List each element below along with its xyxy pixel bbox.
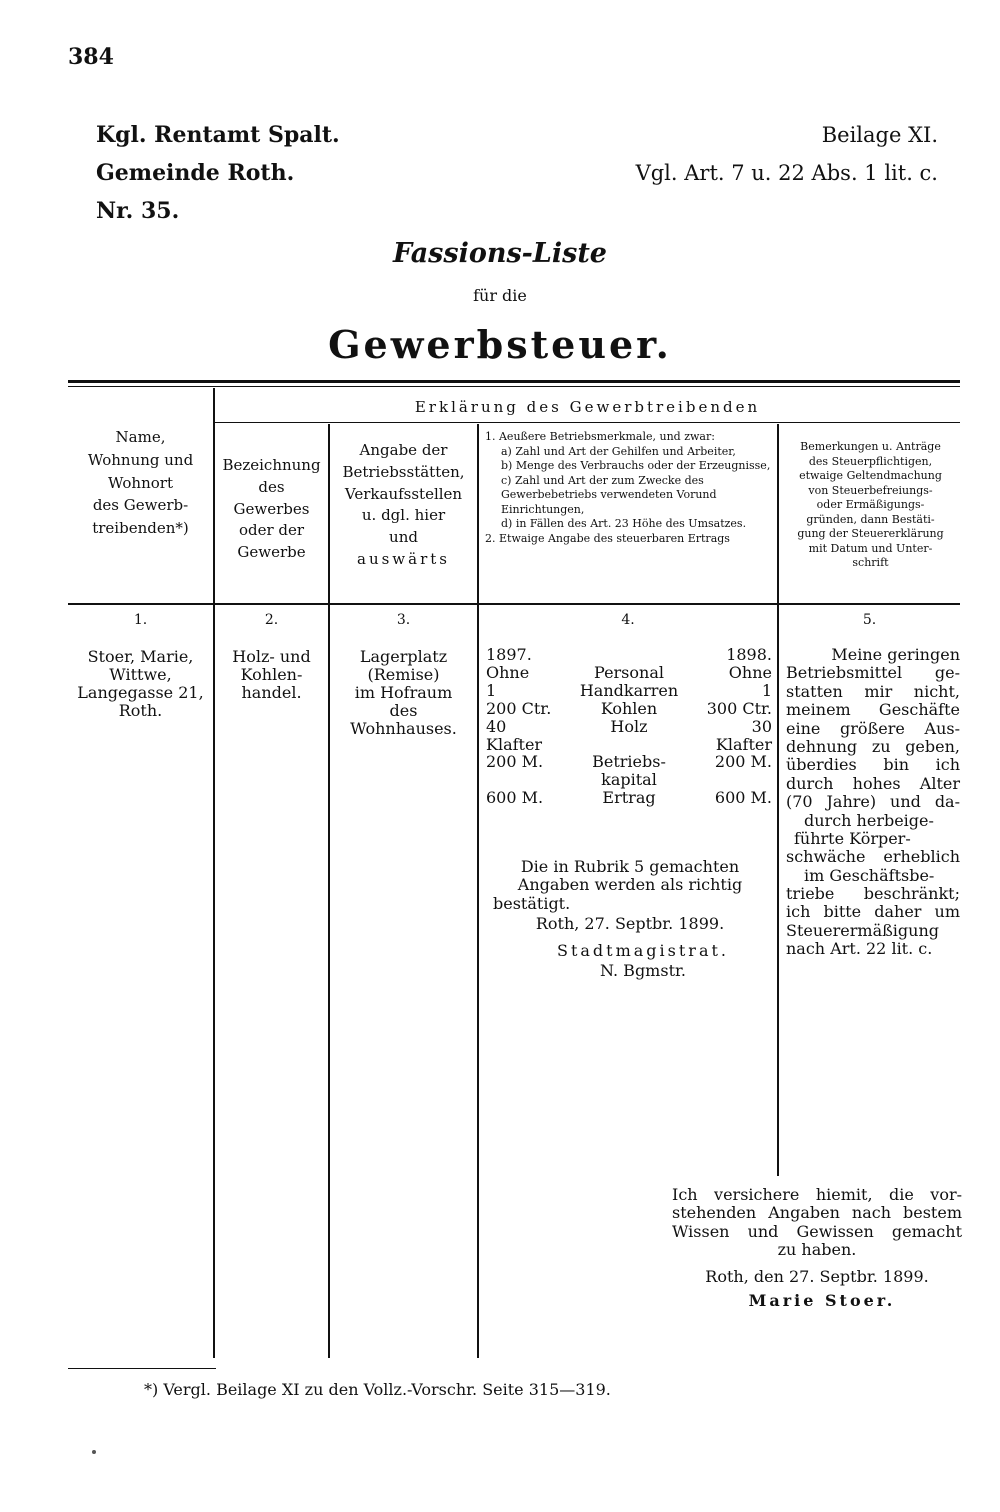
features-cell: [566, 646, 692, 664]
taxpayer-line: Langegasse 21,: [77, 682, 204, 702]
features-cell: 1: [761, 680, 772, 700]
confirmation-line: Angaben werden als richtig: [517, 875, 743, 895]
remarks-line: dehnung zu geben,: [786, 736, 960, 756]
footnote: *) Vergl. Beilage XI zu den Vollz.-Vorschr. Seite 315—319.: [144, 1380, 611, 1399]
features-row: [486, 664, 772, 682]
header-col5-line: gründen, dann Bestäti-: [806, 512, 935, 526]
location-line: Lagerplatz: [359, 647, 448, 666]
declaration-line: stehenden Angaben nach bestem: [672, 1203, 962, 1223]
remarks-line: Betriebsmittel ge-: [786, 663, 960, 683]
business-location: [330, 648, 477, 738]
declaration-line: zu haben.: [777, 1240, 857, 1260]
trade-description: [215, 648, 328, 702]
taxpayer-declaration: [672, 1186, 962, 1310]
appendix-label: Beilage XI.: [821, 123, 938, 147]
header-bottom-rule: [68, 603, 960, 605]
remarks-line: im Geschäftsbe-: [804, 865, 935, 885]
remarks-line: schwäche erheblich: [786, 847, 960, 867]
header-col5-line: Bemerkungen u. Anträge: [800, 440, 941, 453]
features-cell: 40 Klafter: [486, 716, 543, 754]
header-col3-line: auswärts: [357, 549, 450, 568]
office-line: Kgl. Rentamt Spalt.: [96, 122, 340, 148]
features-row: [486, 789, 772, 807]
header-col4-line: a) Zahl und Art der Gehilfen und Arbeiter,: [501, 444, 736, 458]
remarks-line: überdies bin ich: [786, 755, 960, 775]
remarks-line: (70 Jahre) und da-: [786, 792, 960, 812]
features-cell: 300 Ctr.: [706, 698, 772, 718]
header-left: [96, 116, 340, 230]
header-col3-line: Betriebsstätten,: [342, 462, 465, 481]
header-col2: [215, 455, 328, 564]
features-cell: Kohlen: [600, 698, 658, 718]
features-cell: 1897.: [486, 645, 532, 664]
features-cell: Ohne: [728, 662, 772, 682]
features-row: [486, 718, 772, 754]
location-line: des: [389, 700, 418, 720]
mayor-signature: N. Bgmstr.: [600, 960, 686, 980]
declaration-place-date: Roth, den 27. Septbr. 1899.: [705, 1266, 929, 1286]
header-col5-line: des Steuerpflichtigen,: [808, 454, 933, 468]
features-cell: 600 M.: [486, 788, 544, 808]
column-number: 3.: [396, 612, 411, 628]
header-col5-line: etwaige Geltendmachung: [799, 469, 942, 483]
document-title: Fassions-Liste: [393, 238, 607, 269]
features-cell: Personal: [594, 662, 664, 682]
trade-line: Kohlen-: [240, 664, 303, 684]
group-header: Erklärung des Gewerbtreibenden: [414, 398, 761, 416]
features-cell: Holz: [610, 716, 648, 736]
features-cell: 1: [486, 680, 497, 700]
confirmation-line: bestätigt.: [493, 893, 571, 913]
features-row: [486, 700, 772, 718]
header-col3: [330, 440, 477, 571]
features-row: [486, 753, 772, 771]
features-cell: Betriebs-: [592, 752, 666, 772]
header-col4-line: d) in Fällen des Art. 23 Höhe des Umsatzes.: [501, 517, 747, 531]
features-cell: 1898.: [726, 645, 772, 664]
header-col1-line: des Gewerb-: [92, 496, 189, 515]
features-cell: [486, 771, 566, 789]
header-col2-line: Gewerbes: [233, 499, 310, 518]
header-col1-line: Wohnung und: [87, 450, 194, 469]
declaration-line: Wissen und Gewissen gemacht: [672, 1221, 962, 1241]
header-col1: [68, 426, 213, 540]
features-cell: Ertrag: [602, 788, 656, 808]
footnote-rule: [68, 1368, 216, 1369]
taxpayer-line: Stoer, Marie,: [87, 647, 194, 666]
table-top-rule-thin: [68, 386, 960, 387]
taxpayer-line: Roth.: [118, 700, 163, 720]
declaration-line: Ich versichere hiemit, die vor-: [672, 1185, 962, 1204]
features-cell: 200 Ctr.: [486, 698, 552, 718]
header-col3-line: Verkaufsstellen: [344, 484, 463, 503]
header-col3-line: Angabe der: [359, 441, 448, 459]
features-cell: 200 M.: [486, 752, 544, 772]
remarks-line: triebe beschränkt;: [786, 884, 960, 904]
header-col5-line: gung der Steuererklärung: [797, 527, 944, 541]
features-row: [486, 771, 772, 789]
confirmation-line: Die in Rubrik 5 gemachten: [520, 857, 740, 876]
remarks-line: meinem Geschäfte: [786, 700, 960, 720]
features-cell: 200 M.: [714, 752, 772, 772]
features-cell: kapital: [601, 770, 657, 790]
business-features-table: [486, 646, 772, 807]
column-divider: [477, 424, 479, 1358]
header-col4: [485, 430, 773, 546]
remarks-line: führte Körper-: [794, 828, 911, 848]
main-title: Gewerbsteuer.: [328, 322, 672, 367]
number-line: Nr. 35.: [96, 198, 180, 224]
location-line: Wohnhauses.: [350, 718, 457, 738]
municipality-line: Gemeinde Roth.: [96, 160, 295, 186]
features-cell: 600 M.: [714, 788, 772, 808]
location-line: (Remise): [367, 664, 440, 684]
remarks-line: Steuerermäßigung: [786, 920, 940, 940]
column-number: 4.: [621, 612, 635, 628]
header-col5-line: schrift: [852, 556, 889, 570]
header-col5-line: von Steuerbefreiungs-: [808, 483, 933, 497]
trade-line: handel.: [241, 682, 302, 702]
column-number: 2.: [264, 612, 279, 628]
header-col5: [781, 440, 960, 571]
remarks-line: nach Art. 22 lit. c.: [786, 939, 933, 959]
remarks-line: durch herbeige-: [804, 810, 934, 830]
features-cell: [692, 771, 772, 789]
header-col5-line: oder Ermäßigungs-: [816, 498, 925, 512]
header-col1-line: treibenden*): [92, 519, 189, 538]
speck: [92, 1450, 96, 1454]
remarks-line: ich bitte daher um: [786, 902, 960, 922]
column-divider: [777, 424, 779, 1176]
header-col1-line: Wohnort: [108, 473, 173, 492]
features-cell: Ohne: [486, 662, 530, 682]
magistrate-office: Stadtmagistrat.: [556, 940, 729, 960]
features-cell: Handkarren: [579, 680, 679, 700]
column-number: 5.: [862, 612, 877, 628]
group-header-rule: [213, 422, 960, 423]
header-col4-line: 2. Etwaige Angabe des steuerbaren Ertrags: [485, 531, 730, 545]
remarks-line: durch hohes Alter: [786, 773, 960, 793]
taxpayer-line: Wittwe,: [109, 664, 172, 684]
header-col3-line: u. dgl. hier: [361, 506, 446, 525]
header-col2-line: Gewerbe: [237, 543, 306, 561]
confirmation-place-date: Roth, 27. Septbr. 1899.: [535, 914, 725, 934]
table-top-rule: [68, 380, 960, 383]
header-col2-line: oder der: [238, 521, 305, 540]
page-number: 384: [68, 44, 114, 70]
header-right: [636, 116, 938, 192]
features-row: [486, 682, 772, 700]
document-subtitle: für die: [473, 286, 527, 305]
article-reference: Vgl. Art. 7 u. 22 Abs. 1 lit. c.: [635, 161, 938, 185]
magistrate-confirmation: [485, 858, 775, 980]
taxpayer-signature: Marie Stoer.: [748, 1290, 896, 1310]
header-col2-line: des: [258, 477, 285, 496]
taxpayer-remarks: [786, 646, 960, 959]
header-col3-line: und: [389, 528, 418, 546]
remarks-line: Meine geringen: [831, 645, 960, 664]
header-col4-line: c) Zahl und Art der zum Zwecke des Gewerbebetriebs verwendeten Vorund Einrichtungen,: [501, 473, 717, 516]
taxpayer-name-address: [68, 648, 213, 720]
header-col4-line: 1. Aeußere Betriebsmerkmale, und zwar:: [485, 430, 715, 443]
header-col4-line: b) Menge des Verbrauchs oder der Erzeugnisse,: [501, 459, 771, 473]
remarks-line: eine größere Aus-: [786, 718, 960, 738]
trade-line: Holz- und: [232, 647, 311, 666]
column-number: 1.: [133, 612, 148, 628]
remarks-line: statten mir nicht,: [786, 681, 960, 701]
header-col2-line: Bezeichnung: [222, 456, 321, 474]
location-line: im Hofraum: [354, 682, 453, 702]
features-cell: 30 Klafter: [715, 716, 772, 754]
header-col5-line: mit Datum und Unter-: [808, 541, 933, 555]
header-col1-line: Name,: [115, 428, 166, 446]
features-row: [486, 646, 772, 664]
